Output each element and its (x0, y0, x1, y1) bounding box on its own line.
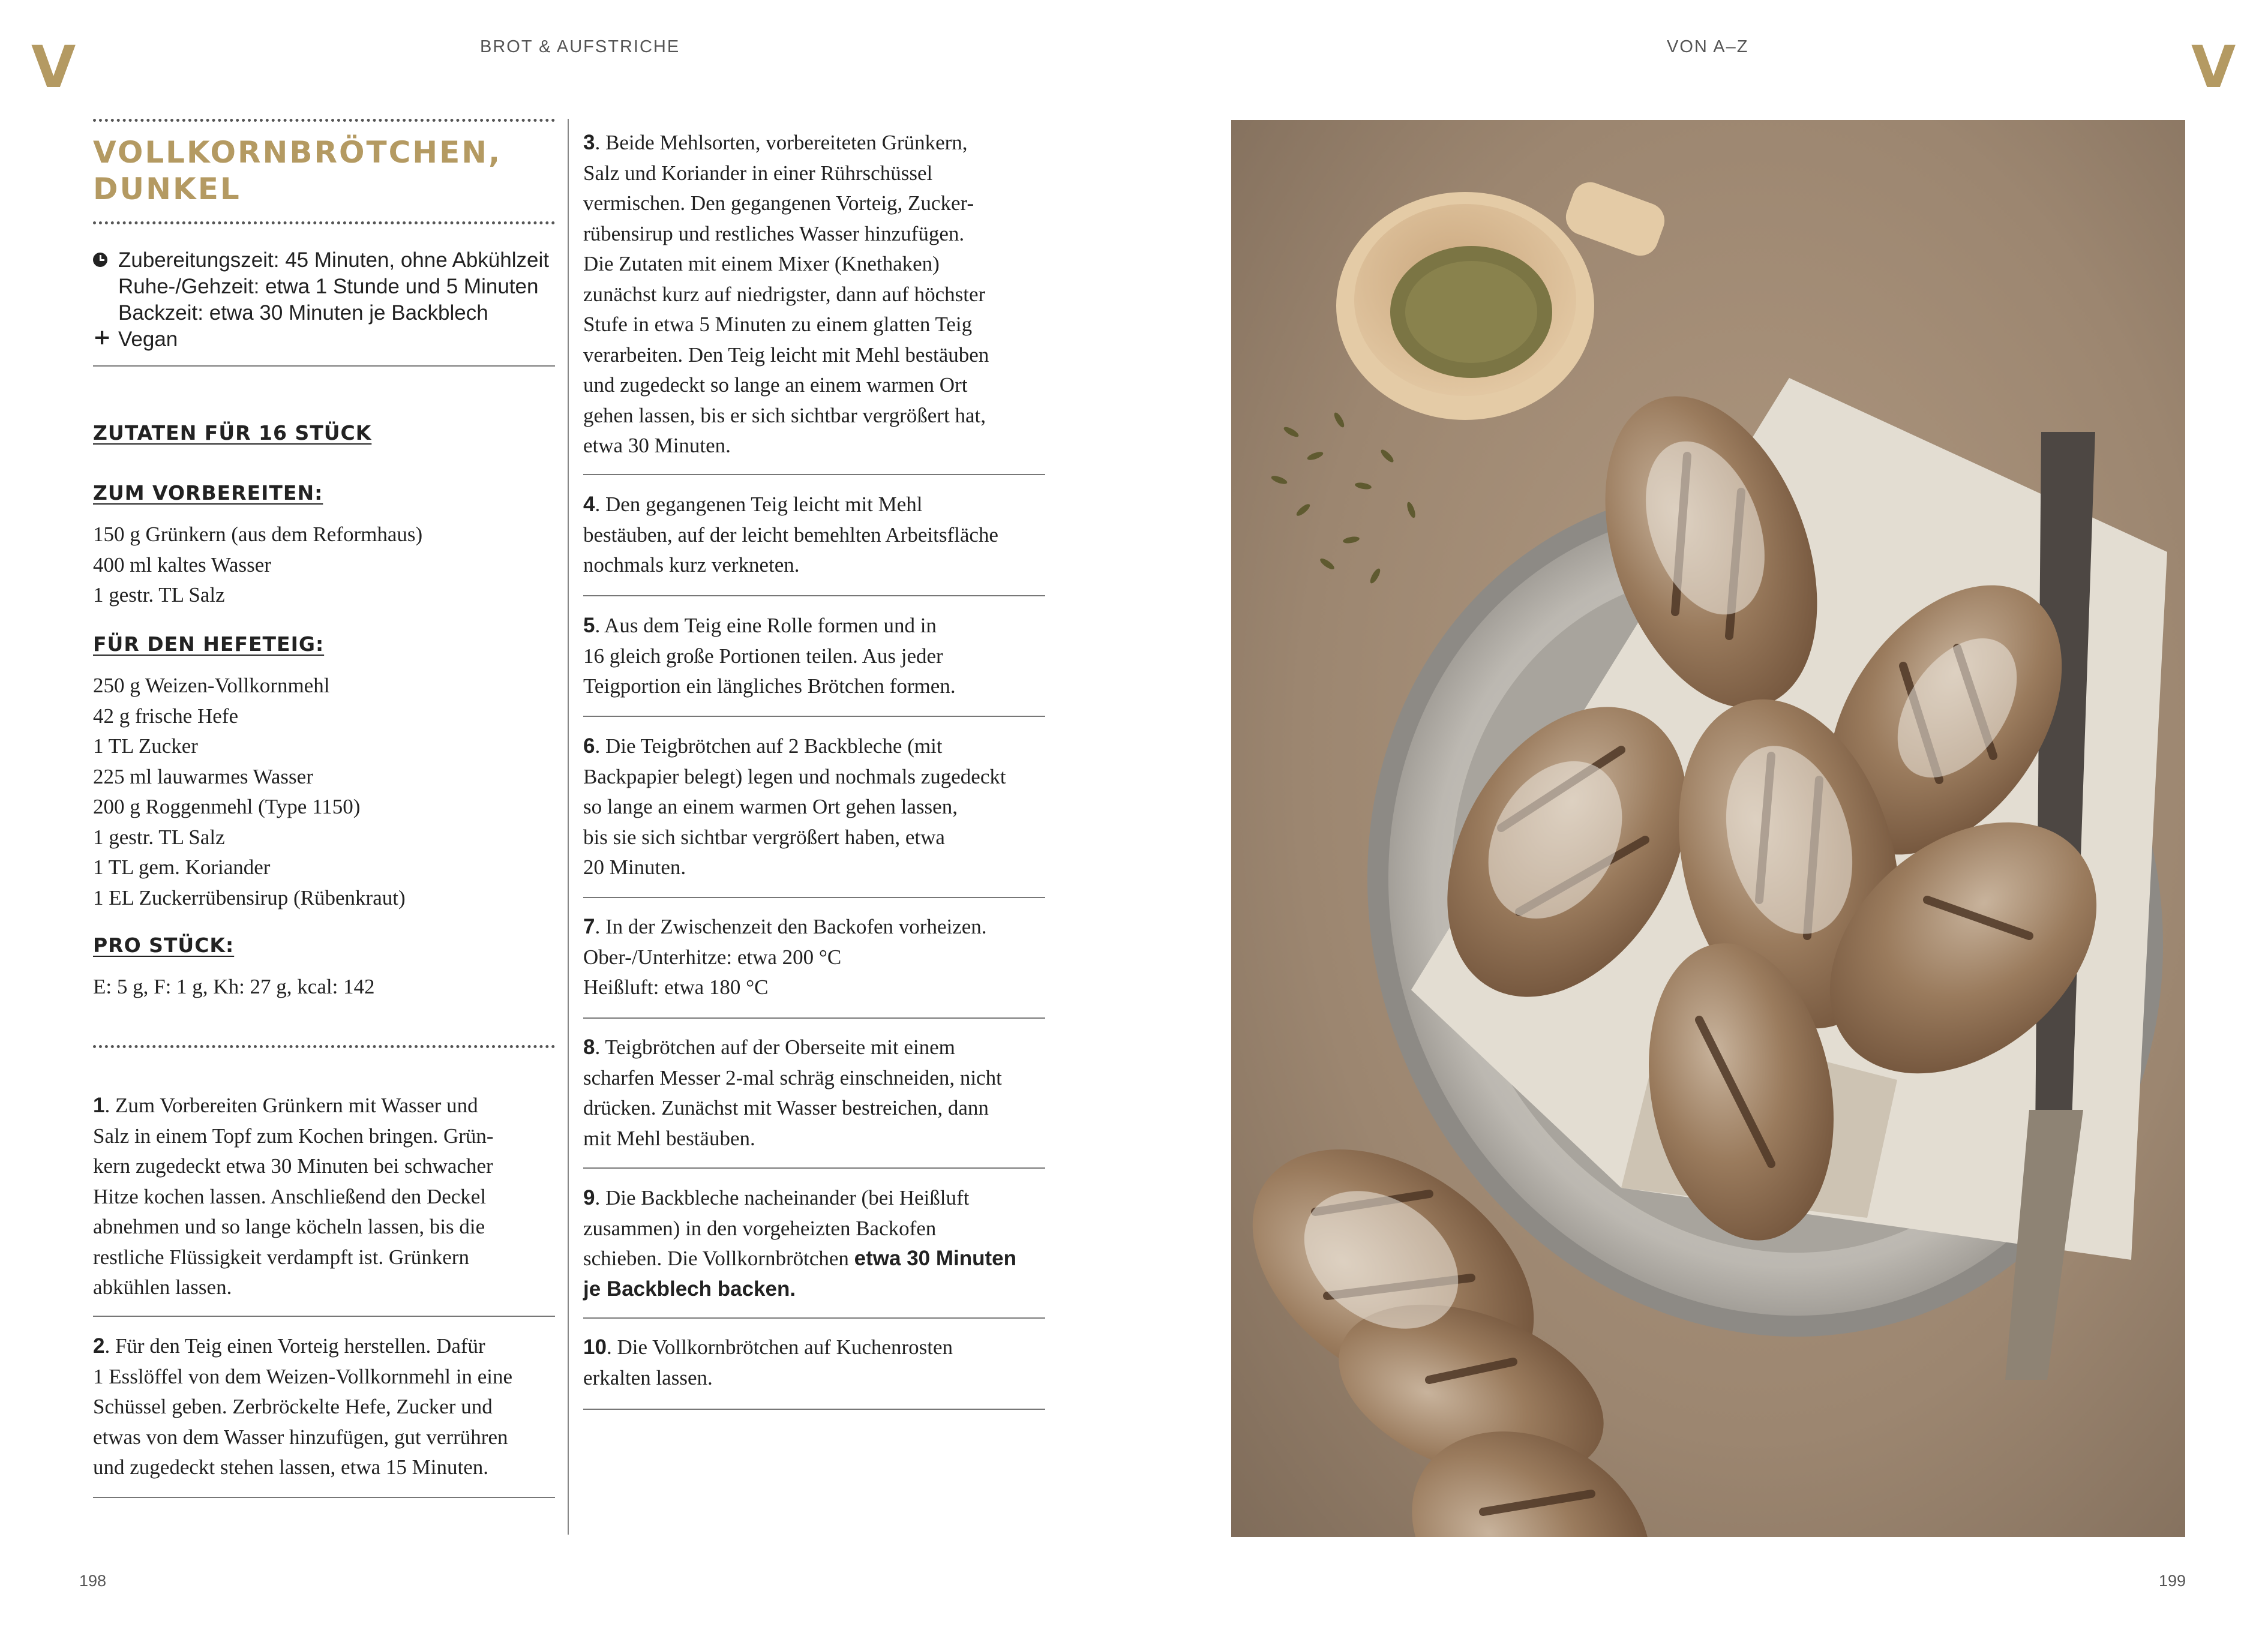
list-item: 1 TL Zucker (93, 734, 198, 758)
step-text: etwa 30 Minuten. (583, 434, 731, 457)
step-divider (583, 897, 1045, 898)
step-divider (583, 1317, 1045, 1319)
step-text: Beide Mehlsorten, vorbereiteten Grünkern, (605, 131, 968, 154)
step-text: In der Zwischenzeit den Backofen vorheizen. (605, 915, 987, 938)
title-bottom-divider (93, 221, 555, 224)
step-text: Zum Vorbereiten Grünkern mit Wasser und (115, 1094, 478, 1117)
bread-rolls-photo (1231, 120, 2185, 1537)
nutrition-values: E: 5 g, F: 1 g, Kh: 27 g, kcal: 142 (93, 975, 375, 998)
v-logo-left-icon: V (31, 34, 76, 101)
step-text: restliche Flüssigkeit verdampft ist. Grünkern (93, 1245, 469, 1269)
step-text: Salz und Koriander in einer Rührschüssel (583, 161, 933, 185)
step-divider (93, 1316, 555, 1317)
step-text: Aus dem Teig eine Rolle formen und in (604, 614, 937, 637)
list-item: 1 EL Zuckerrübensirup (Rübenkraut) (93, 885, 406, 909)
recipe-title-line2: DUNKEL (93, 172, 241, 206)
page-number-right: 199 (2159, 1572, 2186, 1590)
step-divider (583, 1167, 1045, 1169)
title-top-divider (93, 119, 555, 122)
step-text: Die Zutaten mit einem Mixer (Knethaken) (583, 252, 940, 275)
list-item: 200 g Roggenmehl (Type 1150) (93, 795, 361, 818)
plus-icon: + (93, 325, 112, 350)
v-logo-right-icon: V (2191, 34, 2236, 101)
steps-divider (93, 1045, 555, 1048)
step-text: Salz in einem Topf zum Kochen bringen. Grün- (93, 1124, 494, 1148)
nutrition-heading: PRO STÜCK: (93, 933, 235, 957)
step-text: gehen lassen, bis er sich sichtbar vergrößert hat, (583, 403, 986, 427)
step-text: Den gegangenen Teig leicht mit Mehl (605, 493, 923, 516)
step-text: abnehmen und so lange köcheln lassen, bis die (93, 1215, 485, 1238)
step-divider (93, 1497, 555, 1498)
running-head-left: BROT & AUFSTRICHE (480, 37, 680, 56)
list-item: 1 gestr. TL Salz (93, 583, 225, 607)
step-divider (583, 1409, 1045, 1410)
step-text: so lange an einem warmen Ort gehen lassen, (583, 795, 958, 818)
step-text: 16 gleich große Portionen teilen. Aus jeder (583, 644, 943, 668)
running-head-right: VON A–Z (1667, 37, 1749, 56)
step-text: kern zugedeckt etwa 30 Minuten bei schwacher (93, 1154, 493, 1178)
dough-heading: FÜR DEN HEFETEIG: (93, 632, 325, 656)
rest-time: Ruhe-/Gehzeit: etwa 1 Stunde und 5 Minuten (118, 275, 539, 298)
bake-instruction-emphasis: je Backblech backen. (583, 1277, 796, 1301)
step-text: schieben. Die Vollkornbrötchen (583, 1247, 854, 1270)
step-text: zunächst kurz auf niedrigster, dann auf höchster (583, 282, 986, 306)
step-number: 6 (583, 734, 595, 758)
step-text: Stufe in etwa 5 Minuten zu einem glatten Teig (583, 313, 973, 336)
step-text: Die Teigbrötchen auf 2 Backbleche (mit (605, 734, 943, 758)
list-item: 1 gestr. TL Salz (93, 825, 225, 849)
step-7: 7. In der Zwischenzeit den Backofen vorheizen. Ober-/Unterhitze: etwa 200 °C Heißluft: etwa 180 °C (583, 912, 1057, 1003)
vegan-label: Vegan (118, 328, 178, 351)
step-text: etwas von dem Wasser hinzufügen, gut verrühren (93, 1425, 508, 1449)
ingredients-heading: ZUTATEN FÜR 16 STÜCK (93, 421, 372, 445)
step-6: 6. Die Teigbrötchen auf 2 Backbleche (mit Backpapier belegt) legen und nochmals zugedeckt so lange an einem warmen Ort gehen lassen, bis sie sich sichtbar vergrößert haben, etwa 20 Minuten. (583, 731, 1057, 883)
step-text: nochmals kurz verkneten. (583, 553, 800, 577)
step-text: Teigportion ein längliches Brötchen formen. (583, 674, 956, 698)
step-text: rübensirup und restliches Wasser hinzufügen. (583, 221, 965, 245)
step-divider (583, 474, 1045, 475)
step-text: Für den Teig einen Vorteig herstellen. Dafür (115, 1334, 485, 1358)
step-number: 8 (583, 1035, 595, 1059)
step-3: 3. Beide Mehlsorten, vorbereiteten Grünkern, Salz und Koriander in einer Rührschüssel vermischen. Den gegangenen Vorteig, Zucker- rübensirup und restliches Wasser hinzufügen. Die Zutaten mit einem Mixer (Knethaken) zunächst kurz auf niedrigster, dann auf höchster Stufe in etwa 5 Minuten zu einem glatten Teig verarbeiten. Den Teig leicht mit Mehl bestäuben und zugedeckt so lange an einem warmen Ort gehen lassen, bis er sich sichtbar vergrößert hat, etwa 30 Minuten. (583, 128, 1057, 461)
step-text: Schüssel geben. Zerbröckelte Hefe, Zucker und (93, 1395, 493, 1418)
dough-list (93, 671, 549, 913)
step-divider (583, 1017, 1045, 1019)
meta-divider (93, 365, 555, 367)
step-text: abkühlen lassen. (93, 1275, 232, 1299)
step-text: zusammen) in den vorgeheizten Backofen (583, 1216, 937, 1240)
step-text: vermischen. Den gegangenen Vorteig, Zucker- (583, 191, 974, 215)
step-10: 10. Die Vollkornbrötchen auf Kuchenrosten erkalten lassen. (583, 1332, 1057, 1393)
list-item: 250 g Weizen-Vollkornmehl (93, 674, 330, 697)
step-text: Hitze kochen lassen. Anschließend den Deckel (93, 1184, 487, 1208)
recipe-title (93, 134, 561, 208)
step-text: bestäuben, auf der leicht bemehlten Arbeitsfläche (583, 523, 998, 547)
recipe-title-line1: VOLLKORNBRÖTCHEN, (93, 135, 502, 170)
step-text: und zugedeckt stehen lassen, etwa 15 Minuten. (93, 1455, 488, 1479)
step-4: 4. Den gegangenen Teig leicht mit Mehl bestäuben, auf der leicht bemehlten Arbeitsfläche nochmals kurz verkneten. (583, 490, 1057, 581)
step-text: Teigbrötchen auf der Oberseite mit einem (605, 1035, 955, 1059)
bake-time: Backzeit: etwa 30 Minuten je Backblech (118, 301, 488, 325)
step-number: 9 (583, 1186, 595, 1209)
step-text: Backpapier belegt) legen und nochmals zugedeckt (583, 764, 1006, 788)
step-number: 7 (583, 915, 595, 938)
bake-time-emphasis: etwa 30 Minuten (854, 1247, 1016, 1270)
list-item: 42 g frische Hefe (93, 704, 238, 728)
list-item: 225 ml lauwarmes Wasser (93, 764, 313, 788)
page-number-left: 198 (79, 1572, 107, 1590)
prep-heading: ZUM VORBEREITEN: (93, 481, 323, 505)
time-info (93, 247, 567, 326)
step-number: 10 (583, 1335, 607, 1359)
step-text: 20 Minuten. (583, 855, 686, 879)
column-separator (568, 119, 569, 1535)
step-text: Die Backbleche nacheinander (bei Heißluft (605, 1186, 970, 1209)
step-number: 4 (583, 493, 595, 516)
step-divider (583, 716, 1045, 717)
step-text: verarbeiten. Den Teig leicht mit Mehl bestäuben (583, 343, 989, 367)
step-number: 5 (583, 614, 595, 637)
step-text: 1 Esslöffel von dem Weizen-Vollkornmehl in eine (93, 1364, 512, 1388)
prep-time: Zubereitungszeit: 45 Minuten, ohne Abkühlzeit (118, 248, 549, 272)
list-item: 400 ml kaltes Wasser (93, 553, 271, 577)
prep-list (93, 520, 549, 611)
step-text: erkalten lassen. (583, 1365, 713, 1389)
step-number: 2 (93, 1334, 105, 1358)
step-text: bis sie sich sichtbar vergrößert haben, etwa (583, 825, 945, 849)
step-divider (583, 595, 1045, 596)
step-1: 1. Zum Vorbereiten Grünkern mit Wasser und Salz in einem Topf zum Kochen bringen. Grün- kern zugedeckt etwa 30 Minuten bei schwacher Hitze kochen lassen. Anschließend den Deckel abnehmen und so lange köcheln lassen, bis die restliche Flüssigkeit verdampft ist. Grünkern abkühlen lassen. (93, 1091, 567, 1303)
step-text: scharfen Messer 2-mal schräg einschneiden, nicht (583, 1065, 1002, 1089)
step-text: Heißluft: etwa 180 °C (583, 975, 769, 999)
step-number: 1 (93, 1094, 105, 1117)
step-number: 3 (583, 131, 595, 154)
list-item: 1 TL gem. Koriander (93, 855, 271, 879)
step-text: Ober-/Unterhitze: etwa 200 °C (583, 945, 842, 969)
step-text: drücken. Zunächst mit Wasser bestreichen, dann (583, 1096, 989, 1119)
step-2: 2. Für den Teig einen Vorteig herstellen. Dafür 1 Esslöffel von dem Weizen-Vollkornmehl in eine Schüssel geben. Zerbröckelte Hefe, Zucker und etwas von dem Wasser hinzufügen, gut verrühren und zugedeckt stehen lassen, etwa 15 Minuten. (93, 1331, 567, 1483)
step-text: und zugedeckt so lange an einem warmen Ort (583, 373, 968, 397)
clock-icon (93, 253, 107, 267)
step-text: Die Vollkornbrötchen auf Kuchenrosten (617, 1335, 953, 1359)
recipe-meta (93, 247, 567, 353)
step-5: 5. Aus dem Teig eine Rolle formen und in 16 gleich große Portionen teilen. Aus jeder Teigportion ein längliches Brötchen formen. (583, 611, 1057, 702)
step-8: 8. Teigbrötchen auf der Oberseite mit einem scharfen Messer 2-mal schräg einschneiden, nicht drücken. Zunächst mit Wasser bestreichen, dann mit Mehl bestäuben. (583, 1032, 1057, 1154)
diet-tag (93, 326, 567, 353)
step-text: mit Mehl bestäuben. (583, 1126, 755, 1150)
list-item: 150 g Grünkern (aus dem Reformhaus) (93, 523, 423, 546)
step-9: 9. Die Backbleche nacheinander (bei Heißluft zusammen) in den vorgeheizten Backofen schieben. Die Vollkornbrötchen etwa 30 Minuten je Backblech backen. (583, 1183, 1057, 1304)
